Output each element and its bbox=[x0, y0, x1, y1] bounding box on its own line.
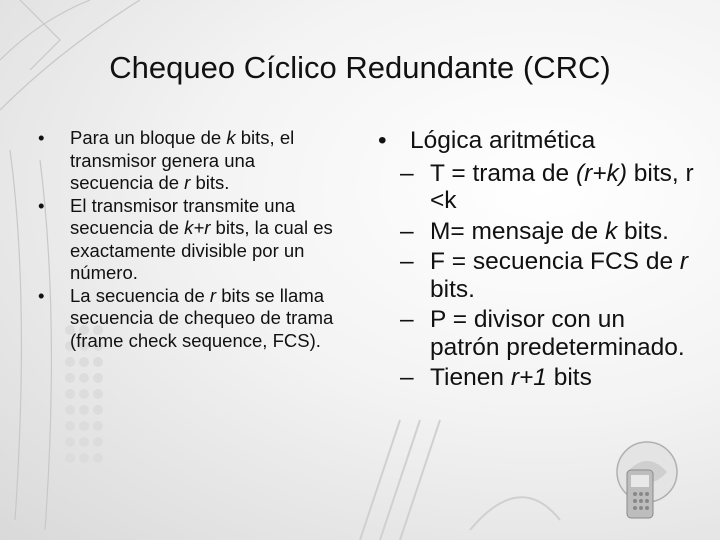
bullet-text-segment: bits, el transmisor genera una secuencia de bbox=[70, 127, 295, 193]
right-sub-item bbox=[378, 306, 698, 361]
bullet-text-segment: bits bbox=[546, 364, 592, 391]
left-bullet-item bbox=[38, 127, 338, 195]
bullet-text-segment: bits. bbox=[617, 217, 669, 245]
left-bullet-list bbox=[38, 127, 338, 352]
right-sub-text bbox=[430, 218, 669, 245]
bullet-text-segment: La secuencia de bbox=[70, 284, 210, 306]
bullet-text-segment: bits. bbox=[190, 172, 230, 193]
right-sub-text bbox=[430, 364, 592, 391]
right-sub-text bbox=[430, 306, 685, 361]
left-bullet-text bbox=[70, 127, 294, 193]
right-sub-item bbox=[378, 160, 698, 215]
phone-logo-icon bbox=[585, 430, 695, 530]
right-sub-item bbox=[378, 218, 698, 246]
bullet-icon: • bbox=[38, 284, 45, 306]
italic-variable-text: r bbox=[679, 248, 689, 275]
slide-title: Chequeo Cíclico Redundante (CRC) bbox=[109, 50, 611, 85]
bullet-icon: • bbox=[38, 194, 45, 216]
left-bullet-text bbox=[70, 285, 333, 351]
left-bullet-item bbox=[38, 285, 338, 353]
bullet-text-segment: Para un bloque de bbox=[70, 127, 227, 148]
dash-icon: – bbox=[400, 248, 414, 275]
dash-icon: – bbox=[400, 364, 414, 391]
italic-variable-text: (r+k) bbox=[575, 159, 627, 187]
bullet-icon: • bbox=[378, 127, 387, 154]
left-bullet-item bbox=[38, 195, 338, 285]
bullet-text-segment: T = trama de bbox=[430, 159, 576, 187]
italic-variable-text: k bbox=[226, 127, 236, 148]
bullet-text-segment: bits se llama secuencia de chequeo de trama (frame check sequence, FCS). bbox=[70, 284, 334, 351]
right-bullet-list bbox=[378, 127, 698, 395]
bullet-icon: • bbox=[38, 127, 45, 148]
italic-variable-text: r bbox=[184, 172, 191, 193]
bullet-text-segment: bits, la cual es exactamente divisible por un número. bbox=[70, 217, 333, 283]
italic-variable-text: r bbox=[209, 284, 217, 306]
right-sub-text bbox=[430, 160, 694, 215]
dash-icon: – bbox=[400, 159, 414, 187]
bullet-text-segment: Tienen bbox=[430, 364, 511, 391]
bullet-text-segment: P = divisor con un patrón predeterminado. bbox=[430, 306, 685, 361]
bullet-text-segment: M= mensaje de bbox=[430, 217, 605, 245]
italic-variable-text: k+r bbox=[184, 217, 211, 238]
left-bullet-text bbox=[70, 195, 333, 284]
right-heading-text: Lógica aritmética bbox=[410, 127, 596, 154]
right-sub-text bbox=[430, 248, 688, 303]
bullet-text-segment: bits, r <k bbox=[430, 159, 694, 214]
bullet-text-segment: F = secuencia FCS de bbox=[430, 248, 680, 275]
bullet-text-segment: El transmisor transmite una secuencia de bbox=[70, 194, 296, 238]
right-heading-bullet bbox=[378, 127, 698, 155]
dash-icon: – bbox=[400, 217, 414, 245]
italic-variable-text: r+1 bbox=[510, 364, 547, 391]
bullet-text-segment: bits. bbox=[430, 275, 475, 303]
italic-variable-text: k bbox=[605, 217, 618, 245]
right-sub-item bbox=[378, 248, 698, 303]
right-sub-item bbox=[378, 364, 698, 392]
dash-icon: – bbox=[400, 306, 414, 333]
